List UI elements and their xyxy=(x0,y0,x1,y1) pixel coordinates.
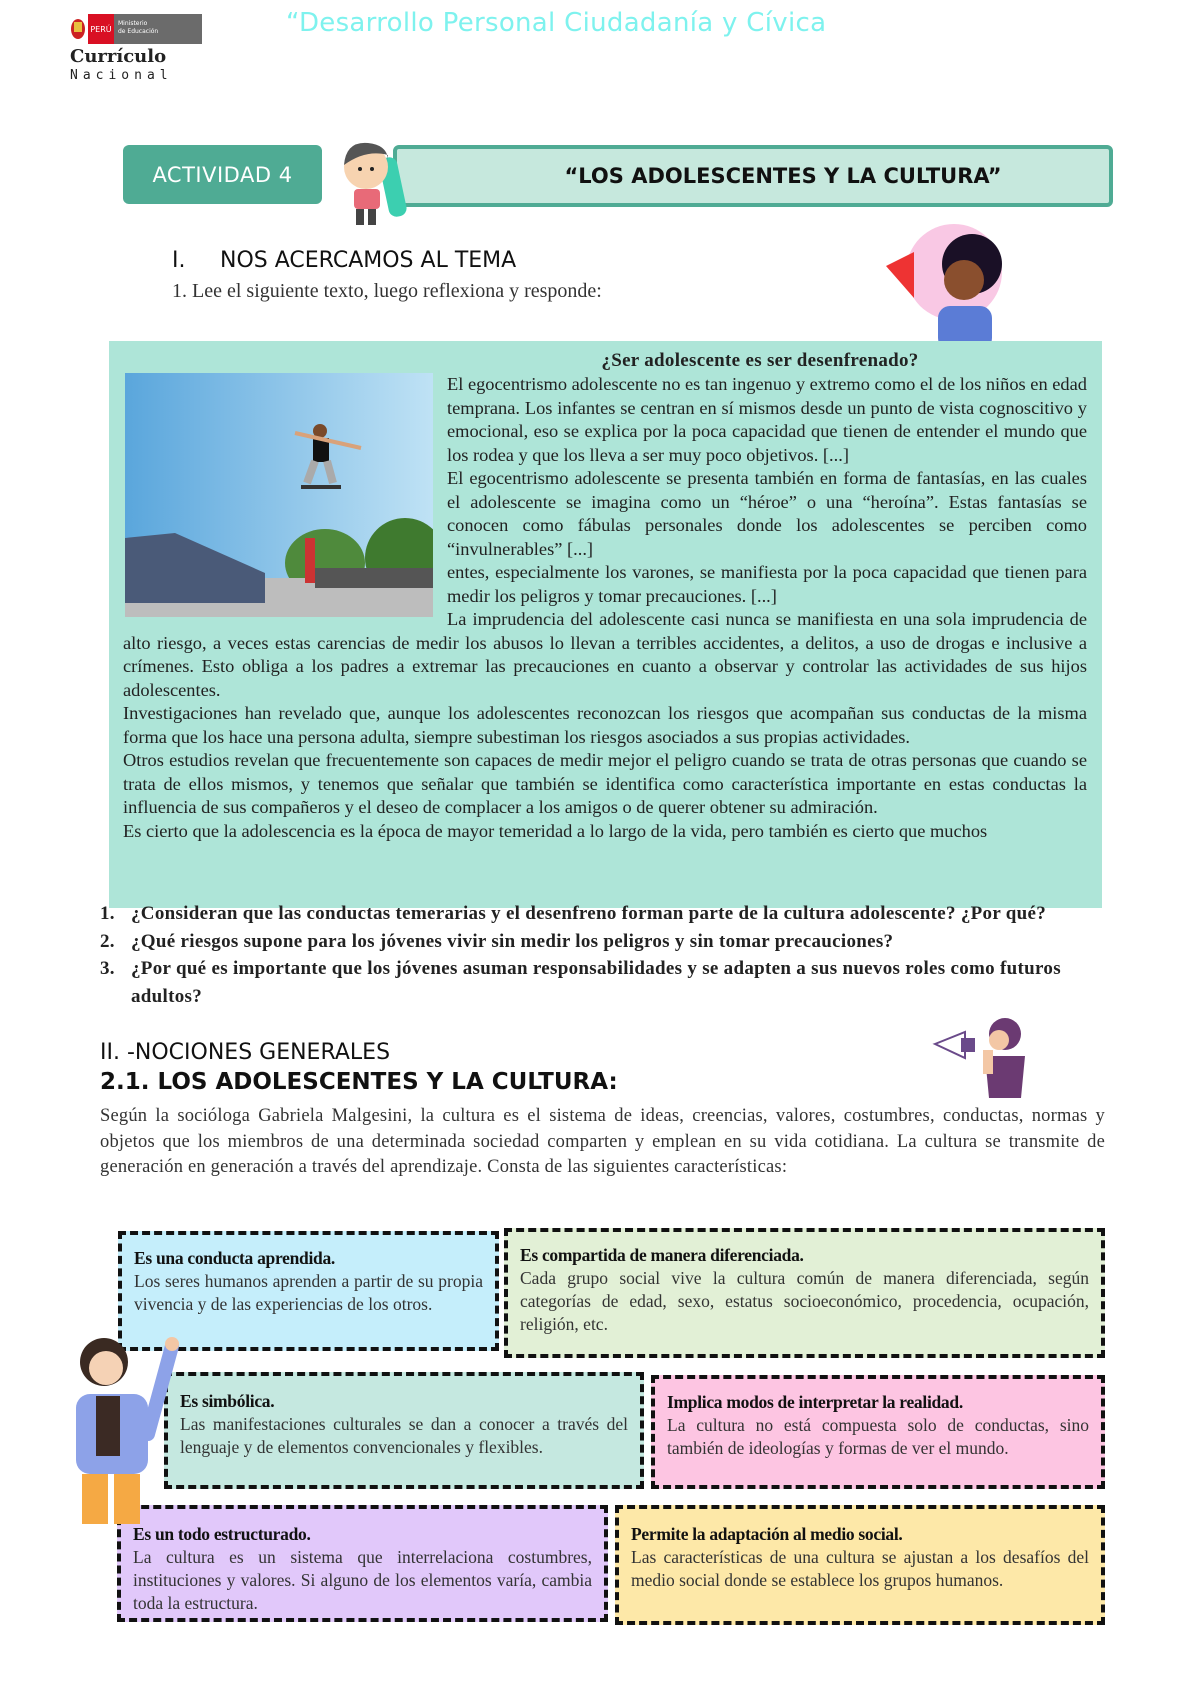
activity-title: “LOS ADOLESCENTES Y LA CULTURA” xyxy=(393,145,1113,207)
card-body: Las manifestaciones culturales se dan a conocer a través del lenguaje y de elementos convencionales y flexibles. xyxy=(180,1414,628,1457)
card-title: Permite la adaptación al medio social. xyxy=(631,1524,903,1544)
instruction: 1. Lee el siguiente texto, luego reflexiona y responde: xyxy=(172,280,602,302)
subsection-heading: 2.1. LOS ADOLESCENTES Y LA CULTURA: xyxy=(100,1069,618,1095)
reading-text-box xyxy=(109,341,1102,908)
card-body: La cultura no está compuesta solo de conductas, sino también de ideologías y formas de ver el mundo. xyxy=(667,1415,1089,1458)
question-list xyxy=(100,900,1095,1010)
card-body: Los seres humanos aprenden a partir de su propia vivencia y de las experiencias de los otros. xyxy=(134,1271,483,1314)
reading-paragraph: El egocentrismo adolescente se presenta también en forma de fantasías, en las cuales el adolescente se imagina como un “héroe” o una “heroína”. Estas fantasías se conocen como fábulas personales donde los adolescentes se perciben como “invulnerables” [...] xyxy=(447,468,1087,559)
characteristic-card xyxy=(118,1231,499,1351)
question-text: ¿Por qué es importante que los jóvenes asuman responsabilidades y se adapten a sus nuevos roles como futuros adultos? xyxy=(131,958,1061,1007)
reading-paragraph: La imprudencia del adolescente casi nunca se manifiesta en una sola imprudencia de alto riesgo, a veces estas carencias de medir los abusos lo llevan a terribles accidentes, a delitos, a uso de drogas e inclusive a crímenes. Esto obliga a los padres a extremar las precauciones en cuanto a observar y controlar las actividades de sus hijos adolescentes. xyxy=(123,609,1087,700)
characteristic-card xyxy=(651,1375,1105,1489)
section-title: NOS ACERCAMOS AL TEMA xyxy=(220,248,517,273)
section-number: I. xyxy=(172,248,186,273)
section-2-heading: II. -NOCIONES GENERALES xyxy=(100,1040,391,1065)
skateboarder-photo xyxy=(125,373,433,617)
card-title: Implica modos de interpretar la realidad. xyxy=(667,1392,963,1412)
reading-paragraph: El egocentrismo adolescente no es tan ingenuo y extremo como el de los niños en edad temprana. Los infantes se centran en sí mismos desde un punto de vista cognoscitivo y emocional, eso se explica por la poca capacidad que tienen de entender el mundo que los rodea y que los lleva a ser muy poco objetivos. [...] xyxy=(447,374,1087,465)
reading-paragraph: Otros estudios revelan que frecuentemente son capaces de medir mejor el peligro cuando se trata de otras personas que cuando se trata de ellos mismos, y tenemos que señalar que también se identifica como característica importante en estas conductas la influencia de sus compañeros y el deseo de complacer a los amigos o de querer obtener su admiración. xyxy=(123,750,1087,817)
pointing-woman-illustration xyxy=(68,1334,182,1524)
card-title: Es simbólica. xyxy=(180,1391,275,1411)
question-text: ¿Consideran que las conductas temerarias y el desenfreno forman parte de la cultura adolescente? ¿Por qué? xyxy=(131,903,1047,924)
question-number: 1. xyxy=(100,903,115,924)
reading-paragraph: entes, especialmente los varones, se manifiesta por la poca capacidad que tienen para medir los peligros y tomar precauciones. [...] xyxy=(447,562,1087,606)
question-item xyxy=(100,928,1095,956)
characteristic-card xyxy=(164,1372,644,1489)
card-body: Las características de una cultura se ajustan a los desafíos del medio social donde se establece los grupos humanos. xyxy=(631,1547,1089,1590)
curriculo-nacional-logo: PERÚ Ministerio de Educación Currículo Nacional xyxy=(68,14,208,84)
question-item xyxy=(100,955,1095,1010)
characteristic-card xyxy=(117,1505,608,1622)
reading-paragraph: Investigaciones han revelado que, aunque los adolescentes reconozcan los riesgos que acompañan sus conductas de la misma forma que los hace una persona adulta, siempre subestiman los riesgos asociados a sus propias actividades. xyxy=(123,703,1087,747)
card-body: Cada grupo social vive la cultura común de manera diferenciada, según categorías de edad, sexo, estatus socioeconómico, procedencia, ocupación, religión, etc. xyxy=(520,1268,1089,1334)
intro-paragraph: Según la socióloga Gabriela Malgesini, la cultura es el sistema de ideas, creencias, valores, costumbres, conductas, normas y objetos que los miembros de una determinada sociedad comparten y emplean en su vida cotidiana. La cultura se transmite de generación en generación a través del aprendizaje. Consta de las siguientes características: xyxy=(100,1106,1105,1178)
reading-title: ¿Ser adolescente es ser desenfrenado? xyxy=(601,350,919,371)
section-1-heading xyxy=(172,248,516,273)
question-number: 3. xyxy=(100,958,115,979)
kid-with-pencil-illustration xyxy=(336,137,418,227)
characteristic-card xyxy=(504,1228,1105,1358)
girl-with-megaphone-illustration xyxy=(925,1014,1033,1100)
characteristic-card xyxy=(615,1505,1105,1625)
activity-label: ACTIVIDAD 4 xyxy=(123,145,322,204)
question-number: 2. xyxy=(100,930,115,952)
peru-shield-icon xyxy=(68,14,88,44)
card-title: Es un todo estructurado. xyxy=(133,1524,311,1544)
card-body: La cultura es un sistema que interrelaciona costumbres, instituciones y valores. Si alguno de los elementos varía, cambia toda la estructura. xyxy=(133,1547,592,1613)
question-text: ¿Qué riesgos supone para los jóvenes vivir sin medir los peligros y sin tomar precauciones? xyxy=(131,930,894,952)
card-title: Es compartida de manera diferenciada. xyxy=(520,1245,804,1265)
document-title: “Desarrollo Personal Ciudadanía y Cívica xyxy=(286,8,827,38)
reading-paragraph: Es cierto que la adolescencia es la época de mayor temeridad a lo largo de la vida, pero también es cierto que muchos xyxy=(123,820,988,841)
woman-with-megaphone-illustration xyxy=(884,222,1026,350)
question-item xyxy=(100,900,1095,928)
card-title: Es una conducta aprendida. xyxy=(134,1248,335,1268)
